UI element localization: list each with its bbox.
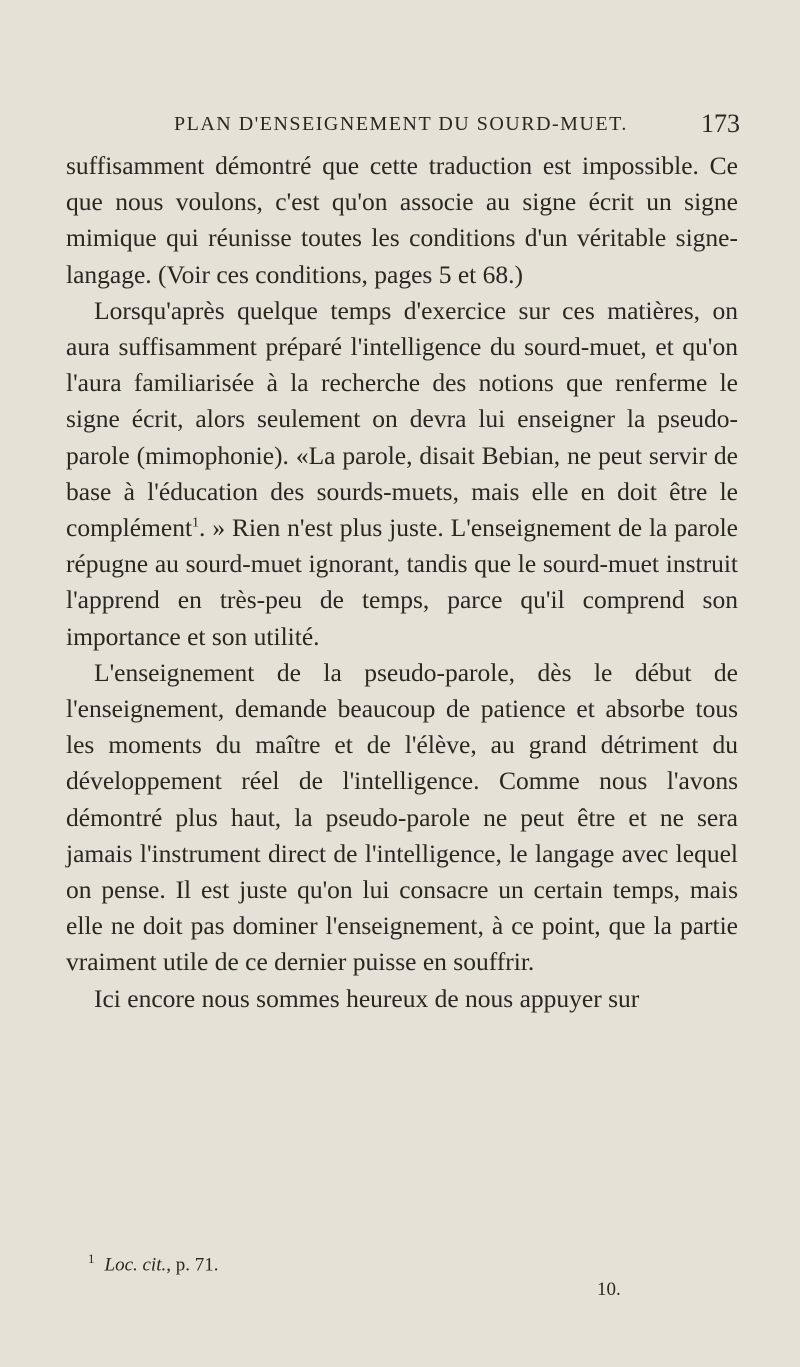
paragraph-3-text: L'enseignement de la pseudo-parole, dès le début de l'enseignement, demande beaucoup de patience et absorbe tous les moments du maître et de l'élève, au grand détriment du développement réel de l'intelligence. Comme nous l'avons démontré plus haut, la pseudo-parole ne peut être et ne sera jamais l'instrument direct de l'intelligence, le langage avec lequel on pense. Il est juste qu'on lui consacre un certain temps, mais elle ne doit pas dominer l'enseignement, à ce point, que la partie vraiment utile de ce dernier puisse en souffrir.	[66, 657, 738, 977]
paragraph-2-text-a: Lorsqu'après quelque temps d'exercice sur ces matières, on aura suffisamment préparé l'intelligence du sourd-muet, et qu'on l'aura familiarisée à la recherche des notions que renferme le signe écrit, alors seulement on devra lui enseigner la pseudo-parole (mimophonie). «La parole, disait Bebian, ne peut servir de base à l'éducation des sourds-muets, mais elle en doit être le complément	[66, 295, 738, 543]
paragraph-2-text-b: . » Rien n'est plus juste. L'enseignement de la parole répugne au sourd-muet ignorant, tandis que le sourd-muet instruit l'apprend en très-peu de temps, parce qu'il comprend son importance et son utilité.	[66, 513, 738, 651]
paragraph-4	[66, 981, 738, 1017]
paragraph-4-text: Ici encore nous sommes heureux de nous appuyer sur	[94, 983, 640, 1013]
running-head	[66, 104, 740, 144]
footnote-citation-italic: Loc. cit.	[104, 1254, 167, 1276]
footnote-ref: 1	[192, 515, 200, 531]
footnote-citation-rest: , p. 71.	[166, 1254, 219, 1276]
page-number: 173	[701, 109, 740, 138]
paragraph-2	[66, 293, 738, 655]
footnote	[88, 1247, 219, 1277]
paragraph-1	[66, 148, 738, 293]
running-title: PLAN D'ENSEIGNEMENT DU SOURD-MUET.	[174, 113, 628, 135]
body-text	[66, 148, 738, 1017]
footnote-number: 1	[88, 1251, 95, 1266]
paragraph-3	[66, 655, 738, 981]
paragraph-1-text: suffisamment démontré que cette traduction est impossible. Ce que nous voulons, c'est qu'on associe au signe écrit un signe mimique qui réunisse toutes les conditions d'un véritable signe-langage. (Voir ces conditions, pages 5 et 68.)	[66, 151, 738, 289]
signature-mark: 10.	[597, 1279, 621, 1300]
